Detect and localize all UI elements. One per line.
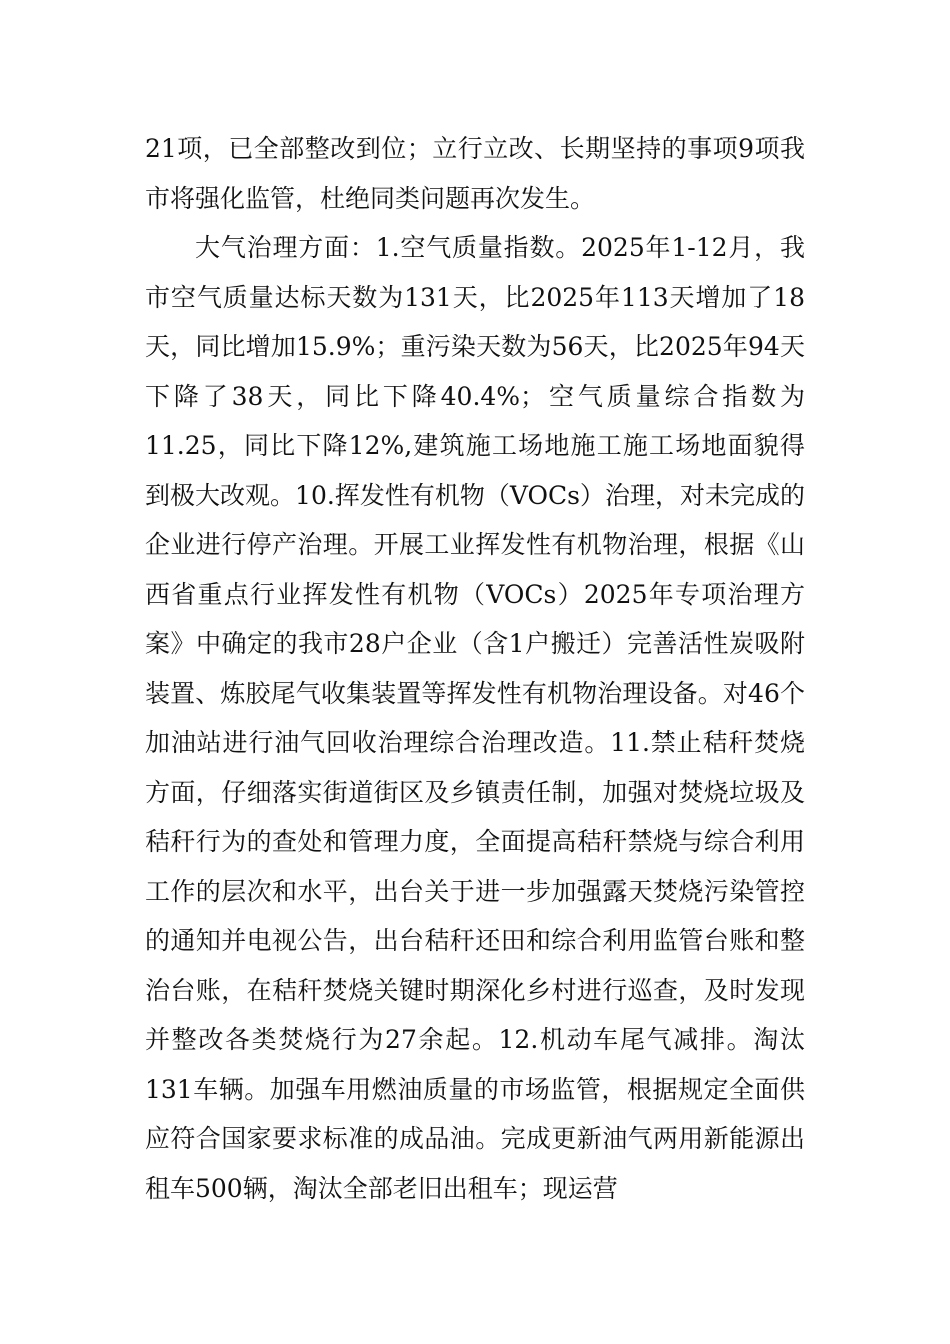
paragraph-air-governance: 大气治理方面：1.空气质量指数。2025年1-12月，我市空气质量达标天数为131天，比2025年113天增加了18天，同比增加15.9%；重污染天数为56天，比2025年94天下降了38天，同比下降40.4%；空气质量综合指数为11.25，同比下降12%,建筑施工场地施工施工场地面貌得到极大改观。10.挥发性有机物（VOCs）治理，对未完成的企业进行停产治理。开展工业挥发性有机物治理，根据《山西省重点行业挥发性有机物（VOCs）2025年专项治理方案》中确定的我市28户企业（含1户搬迁）完善活性炭吸附装置、炼胶尾气收集装置等挥发性有机物治理设备。对46个加油站进行油气回收治理综合治理改造。11.禁止秸秆焚烧方面，仔细落实街道街区及乡镇责任制，加强对焚烧垃圾及秸秆行为的查处和管理力度，全面提高秸秆禁烧与综合利用工作的层次和水平，出台关于进一步加强露天焚烧污染管控的通知并电视公告，出台秸秆还田和综合利用监管台账和整治台账，在秸秆焚烧关键时期深化乡村进行巡查，及时发现并整改各类焚烧行为27余起。12.机动车尾气减排。淘汰131车辆。加强车用燃油质量的市场监管，根据规定全面供应符合国家要求标准的成品油。完成更新油气两用新能源出租车500辆，淘汰全部老旧出租车；现运营: [145, 233, 805, 1203]
paragraph-continuation: 21项，已全部整改到位；立行立改、长期坚持的事项9项我市将强化监管，杜绝同类问题再次发生。: [145, 134, 805, 213]
document-body: [145, 124, 805, 1213]
